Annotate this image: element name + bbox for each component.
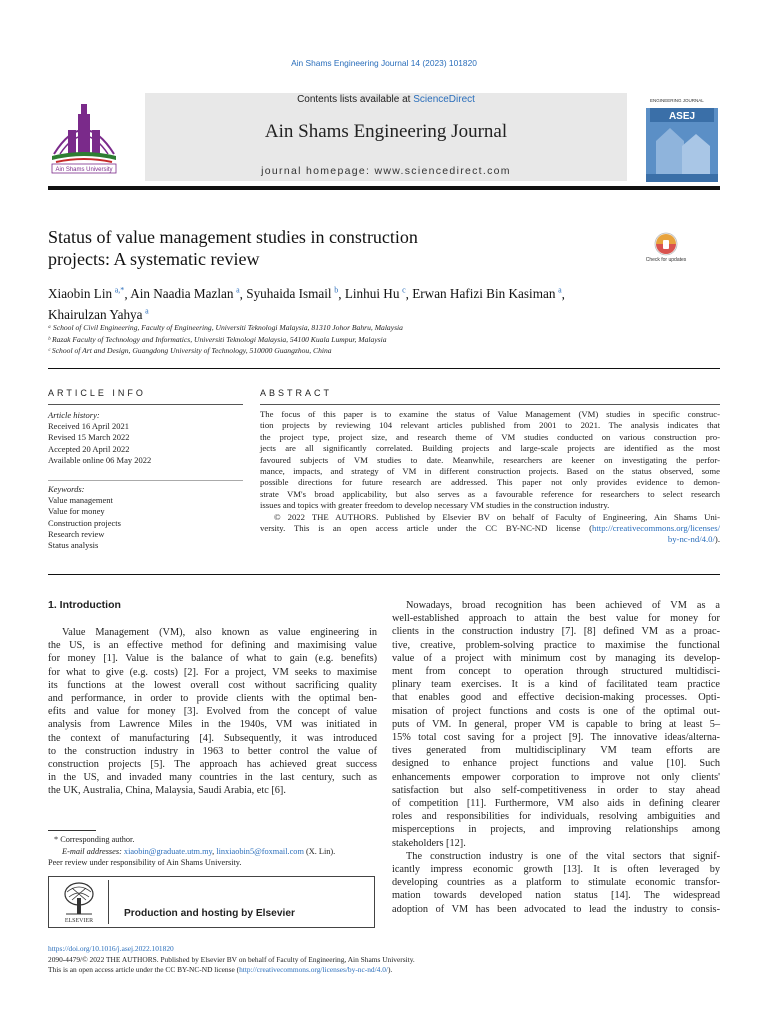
copyright-line: versity. This is an open access article under the CC BY-NC-ND license (http://creativecommons.org/licenses/: [260, 523, 720, 534]
history-label: Article history:: [48, 410, 100, 420]
affiliation: ᵃ School of Civil Engineering, Faculty of Engineering, Universiti Teknologi Malaysia, 81310 Johor Bahru, Malaysia: [48, 323, 403, 332]
text-line: misation of project functions and costs is one of the optimal out-: [392, 705, 720, 717]
homepage-url[interactable]: www.sciencedirect.com: [374, 165, 511, 177]
keyword: Value for money: [48, 506, 105, 517]
affiliations: [48, 322, 688, 357]
section-rule: [48, 574, 720, 575]
issn-line: 2090-4479/© 2022 THE AUTHORS. Published by Elsevier BV on behalf of Faculty of Engineering, Ain Shams University.: [48, 954, 415, 964]
license-link[interactable]: http://creativecommons.org/licenses/by-nc-nd/4.0/: [239, 965, 388, 974]
text-line: of competition [11]. Furthermore, VM also aids in defining clearer: [392, 798, 720, 810]
author[interactable]: Ain Naadia Mazlan $^a$: [130, 286, 240, 302]
divider: [260, 404, 720, 405]
text-line: enhancements empower corporation to improve not only clients': [392, 771, 720, 783]
history-item: Accepted 20 April 2022: [48, 443, 130, 454]
article-title: [48, 226, 568, 270]
affiliation: ᵇ Razak Faculty of Technology and Informatics, Universiti Teknologi Malaysia, 54100 Kuala Lumpur, Malaysia: [48, 334, 387, 344]
copyright-line: by-nc-nd/4.0/).: [667, 534, 720, 545]
journal-name: Ain Shams Engineering Journal: [264, 121, 508, 142]
footnotes: [48, 834, 388, 869]
abstract-body: [260, 409, 720, 546]
text-line: the US, is an effective method for defining and maximising value: [48, 640, 377, 652]
text-line: roles and responsibilities for individuals, resolving ambiguities and: [392, 811, 720, 823]
history-item: Revised 15 March 2022: [48, 432, 130, 443]
license-line: This is an open access article under the CC BY-NC-ND license (http://creativecommons.org/licenses/by-nc-nd/4.0/).: [48, 965, 393, 974]
text-line: ment from concept to operation through structured multidisci-: [392, 666, 720, 678]
text-line: designed to enhance project functions and value [10]. Such: [392, 758, 720, 770]
title-line: projects: A systematic review: [48, 249, 260, 269]
email-link[interactable]: linxiaobin5@foxmail.com: [216, 846, 304, 856]
divider: [108, 880, 109, 924]
abstract-line: The focus of this paper is to examine the status of Value Management (VM) studies in specific construc-: [260, 409, 720, 419]
history-item: Received 16 April 2021: [48, 421, 129, 432]
text-line: Nowadays, broad recognition has been achieved of VM as a: [406, 600, 720, 611]
text-line: construction projects [5]. The approach has achieved great success: [48, 759, 377, 771]
sciencedirect-link[interactable]: ScienceDirect: [413, 94, 475, 105]
text-line: and performance, in order to provide clients with the optimal ben-: [48, 693, 377, 705]
text-line: plinary team exercises. It is a kind of facilitated team practice: [392, 679, 720, 691]
text-line: adoption of VM has been advocated to lead the industry to consis-: [392, 903, 720, 915]
text-line: tive, creative, problem-solving practice to maximise the functional: [392, 639, 720, 651]
author-list: Xiaobin Lin $^{a,*}$, Ain Naadia Mazlan $^a$, Syuhaida Ismail $^b$, Linhui Hu $^c$, Erwan Hafizi Bin Kasiman $^a$, Khairulzan Yahya $^a$: [48, 286, 565, 323]
keyword: Status analysis: [48, 540, 99, 551]
abstract-line: jects are all significantly correlated. Building projects and large-scale projects are identified as the most: [260, 443, 720, 454]
text-line: mation towards developed nation status [14]. The widespread: [392, 890, 720, 902]
article-history: [48, 410, 243, 466]
abstract-line: strate VM's broad applicability, but also serves as a favourable reference for researchers to select research: [260, 488, 720, 499]
keyword: Research review: [48, 528, 105, 539]
abstract-line: issues and topics with greater freedom to develop necessary VM studies in the construction industry.: [260, 500, 610, 511]
divider: [48, 480, 243, 481]
footnote-rule: [48, 830, 96, 831]
text-line: for money [1]. Value is the balance of what to gain (e.g. benefits): [48, 653, 377, 665]
email-link[interactable]: xiaobin@graduate.utm.my: [123, 846, 213, 856]
text-line: well-established approach to attain the best value for money for: [392, 613, 720, 625]
text-line: satisfaction but also self-competitiveness in order to stay ahead: [392, 784, 720, 796]
abstract-heading: ABSTRACT: [260, 388, 333, 398]
text-line: in the US, and invaded many countries in the last century, such as: [48, 772, 377, 784]
svg-text:ASEJ: ASEJ: [668, 111, 696, 122]
svg-text:ENGINEERING JOURNAL: ENGINEERING JOURNAL: [650, 98, 704, 103]
contents-prefix: Contents lists available at: [297, 94, 414, 105]
author[interactable]: Khairulzan Yahya $^a$: [48, 306, 149, 323]
text-line: for what to give (e.g. costs) [2]. For a project, VM seeks to maximise: [48, 666, 377, 678]
text-line: value of a project with minimum cost by managing its develop-: [392, 652, 720, 664]
svg-text:Ain Shams University: Ain Shams University: [55, 167, 113, 173]
check-for-updates-icon[interactable]: [645, 230, 687, 268]
homepage-prefix: journal homepage:: [261, 165, 375, 177]
author[interactable]: Syuhaida Ismail $^b$: [246, 286, 339, 302]
divider: [48, 404, 243, 405]
contents-line: [145, 94, 627, 105]
corresponding-author-note: * Corresponding author.: [54, 835, 135, 844]
production-label: Production and hosting by Elsevier: [124, 908, 295, 919]
section-rule: [48, 368, 720, 369]
text-line: misperceptions in projects, and improving relationships among: [392, 824, 720, 836]
history-item: Available online 06 May 2022: [48, 454, 152, 465]
keyword: Value management: [48, 495, 113, 506]
text-line: that enables good and effective decision-making processes. Opti-: [392, 692, 720, 704]
copyright-line: © 2022 THE AUTHORS. Published by Elsevier BV on behalf of Faculty of Engineering, Ain Shams Uni-: [274, 511, 720, 522]
text-line: The construction industry is one of the vital sectors that signif-: [406, 850, 720, 862]
license-link[interactable]: by-nc-nd/4.0/: [667, 534, 715, 545]
peer-review-note: Peer review under responsibility of Ain Shams University.: [48, 858, 242, 867]
elsevier-logo-icon: [58, 880, 100, 924]
text-line: stakeholders [12].: [392, 837, 466, 849]
journal-citation[interactable]: Ain Shams Engineering Journal 14 (2023) 101820: [291, 58, 477, 68]
keywords-label: Keywords:: [48, 484, 85, 494]
keyword: Construction projects: [48, 517, 121, 528]
text-line: clients in the construction industry [7]. [8] defined VM as a proac-: [392, 626, 720, 638]
journal-homepage: [145, 165, 627, 177]
text-line: its functions at the lowest overall cost without sacrificing quality: [48, 679, 377, 691]
author[interactable]: Xiaobin Lin $^{a,*}$: [48, 286, 125, 302]
affiliation: ᶜ School of Art and Design, Guangdong University of Technology, 510000 Guangzhou, China: [48, 346, 332, 355]
article-info-heading: ARTICLE INFO: [48, 388, 146, 398]
text-line: efits and value for money [3]. Evolved from the concept of value: [48, 706, 377, 718]
university-logo: [48, 96, 120, 176]
author[interactable]: Linhui Hu $^c$: [344, 286, 406, 302]
text-line: the UK, Australia, China, Malaysia, Saudi Arabia, etc [6].: [48, 785, 286, 797]
svg-text:ELSEVIER: ELSEVIER: [64, 918, 94, 924]
svg-text:Check for updates: Check for updates: [645, 257, 687, 263]
keywords: [48, 484, 243, 551]
text-line: developing countries as a platform to stimulate economic transfor-: [392, 877, 720, 889]
page-footer: [48, 944, 720, 976]
abstract-line: tion projects by reviewing 104 relevant articles published from 2001 to 2021. The analysis indicates that: [260, 420, 720, 431]
title-line: Status of value management studies in construction: [48, 227, 418, 247]
abstract-line: mance, impacts, and strategy of VM in different construction projects. Based on the status observed, some: [260, 466, 720, 477]
left-column-text: [48, 626, 377, 798]
header-rule: [48, 186, 720, 190]
doi-link[interactable]: https://doi.org/10.1016/j.asej.2022.101820: [48, 944, 174, 953]
author[interactable]: Erwan Hafizi Bin Kasiman $^a$: [412, 286, 562, 302]
text-line: tives generated from multidisciplinary VM team efforts are: [392, 745, 720, 757]
journal-cover-image: [646, 86, 718, 182]
abstract-line: favoured subjects of VM studies to date. Meanwhile, researchers are keener on investigating the perfor-: [260, 454, 720, 465]
text-line: puts of VM. In general, proper VM is capable to bring at least 5–: [392, 718, 720, 730]
abstract-line: the project type, project size, and research theme of VM studies conducted on various construction pro-: [260, 431, 720, 442]
email-note: E-mail addresses: xiaobin@graduate.utm.my, linxiaobin5@foxmail.com (X. Lin).: [62, 846, 336, 856]
abstract-line: possible directions for future research are addressed. This paper not only provides evidence to demon-: [260, 477, 720, 488]
introduction-heading: 1. Introduction: [48, 599, 121, 611]
text-line: to the construction industry in 1963 to better control the value of: [48, 745, 377, 757]
license-link[interactable]: http://creativecommons.org/licenses/: [592, 523, 720, 534]
text-line: 15% total cost saving for a project [9]. The innovative ideas/alterna-: [392, 732, 720, 744]
text-line: icantly impress economic growth [13]. It is often leveraged by: [392, 864, 720, 876]
text-line: the context of manufacturing [4]. Subsequently, it was introduced: [48, 732, 377, 744]
text-line: Value Management (VM), also known as value engineering in: [62, 627, 377, 638]
right-column-text: [392, 599, 720, 916]
text-line: analysis from Lawrence Miles in the 1940s, VM was initiated in: [48, 719, 377, 731]
